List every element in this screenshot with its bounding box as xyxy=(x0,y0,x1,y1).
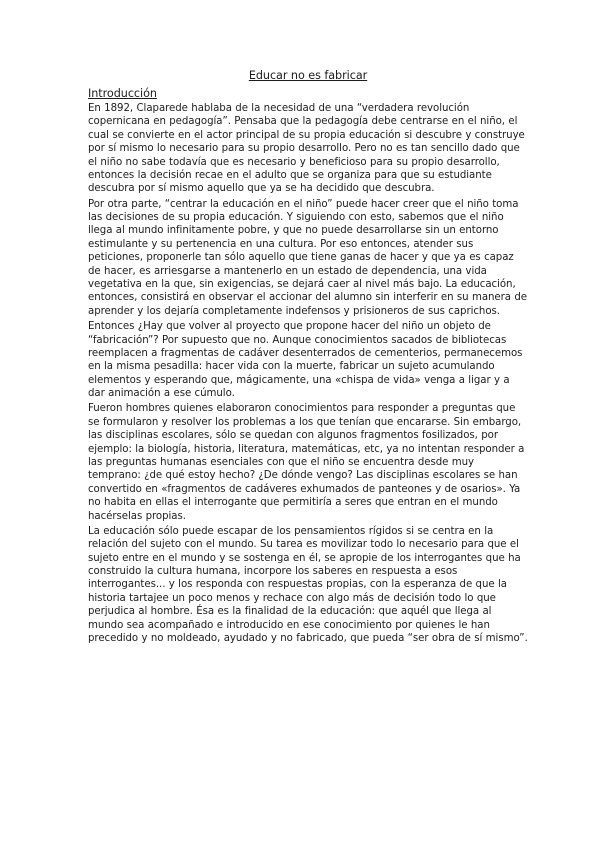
paragraph-3: Entonces ¿Hay que volver al proyecto que propone hacer del niño un objeto de “fabricación”? Por supuesto que no. Aunque conocimientos sacados de bibliotecas reemplacen a fragmentas de cadáver desenterrados de cementerios, permanecemos en la misma pesadilla: hacer vida con la muerte, fabricar un sujeto acumulando elementos y esperando que, mágicamente, una «chispa de vida» venga a ligar y a dar animación a ese cúmulo. xyxy=(88,321,523,400)
paragraph-2: Por otra parte, “centrar la educación en el niño” puede hacer creer que el niño toma las decisiones de su propia educación. Y siguiendo con esto, sabemos que el niño llega al mundo infinitamente pobre, y que no puede desarrollarse sin un entorno estimulante y su pertenencia en una cultura. Por eso entonces, atender sus peticiones, proponerle tan sólo aquello que tiene ganas de hacer y que ya es capaz de hacer, es arriesgarse a mantenerlo en un estado de dependencia, una vida vegetativa en la que, sin exigencias, se dejará caer al nivel más bajo. La educación, entonces, consistirá en observar el accionar del alumno sin interferir en su manera de aprender y los dejaría completamente indefensos y prisioneros de sus caprichos. xyxy=(88,198,528,317)
paragraph-4: Fueron hombres quienes elaboraron conocimientos para responder a preguntas que se formularon y resolver los problemas a los que tenían que encararse. Sin embargo, las disciplinas escolares, sólo se quedan con algunos fragmentos fosilizados, por ejemplo: la biología, historia, literatura, matemáticas, etc, ya no intentan responder a las preguntas humanas esenciales con que el niño se encuentra desde muy temprano: ¿de qué estoy hecho? ¿De dónde vengo? Las disciplinas escolares se han convertido en «fragmentos de cadáveres exhumados de panteones y de osarios». Ya no habita en ellas el interrogante que permitiría a seres que entran en el mundo hacérselas propias. xyxy=(88,403,525,522)
paragraph-1: En 1892, Claparede hablaba de la necesidad de una “verdadera revolución copernicana en pedagogía”. Pensaba que la pedagogía debe centrarse en el niño, el cual se convierte en el actor principal de su propia educación si descubre y construye por sí mismo lo necesario para su propio desarrollo. Pero no es tan sencillo dado que el niño no sabe todavía que es necesario y beneficioso para su propio desarrollo, entonces la decisión recae en el adulto que se organiza para que su estudiante descubra por sí mismo aquello que ya se ha decidido que descubra. xyxy=(88,103,525,195)
paragraph-5: La educación sólo puede escapar de los pensamientos rígidos si se centra en la relación del sujeto con el mundo. Su tarea es movilizar todo lo necesario para que el sujeto entre en el mundo y se sostenga en él, se apropie de los interrogantes que ha construido la cultura humana, incorpore los saberes en respuesta a esos interrogantes... y los responda con respuestas propias, con la esperanza de que la historia tartajee un poco menos y rechace con algo más de decisión todo lo que perjudica al hombre. Ésa es la finalidad de la educación: que aquél que llega al mundo sea acompañado e introducido en ese conocimiento por quienes le han precedido y no moldeado, ayudado y no fabricado, que pueda “ser obra de sí mismo”. xyxy=(88,525,528,645)
document-page xyxy=(88,69,528,647)
document-title: Educar no es fabricar xyxy=(248,69,368,82)
section-heading: Introducción xyxy=(88,87,157,100)
